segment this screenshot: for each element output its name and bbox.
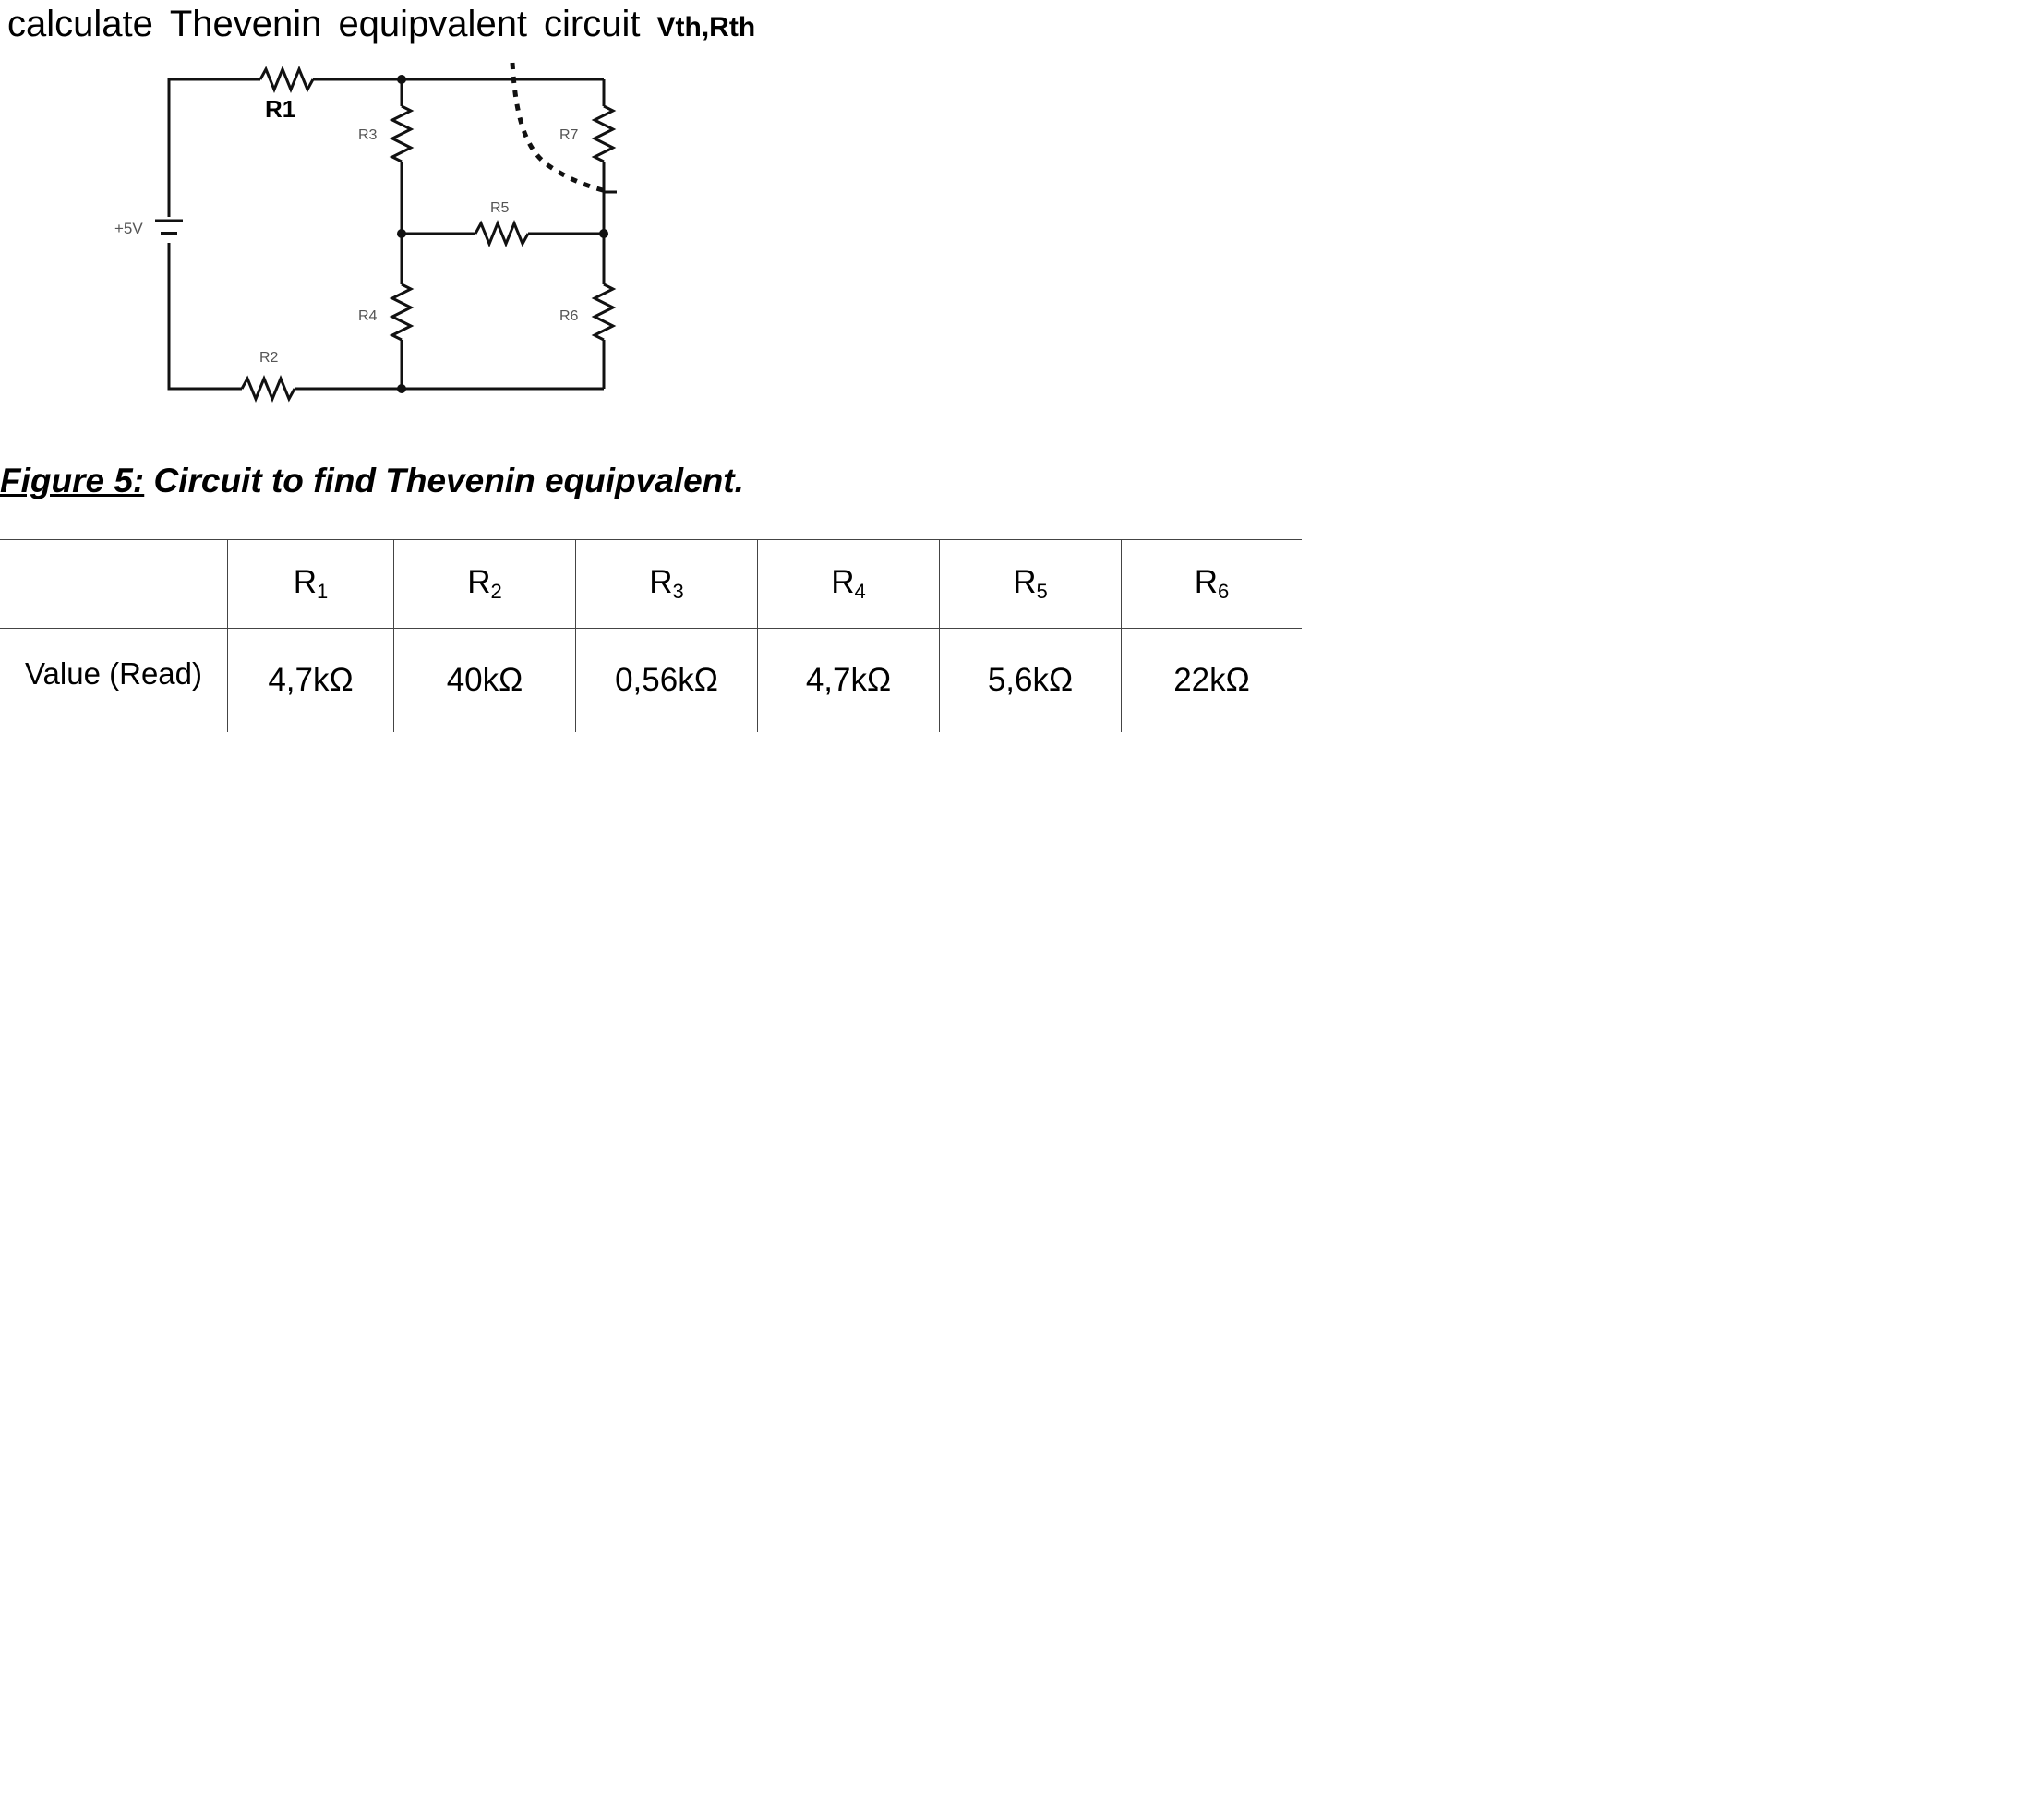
prompt-word: equipvalent [338, 4, 528, 44]
label-r2: R2 [259, 350, 279, 366]
resistor-values-table [0, 539, 1302, 732]
label-r7: R7 [559, 127, 579, 143]
figure-caption [0, 462, 744, 500]
prompt-word: circuit [544, 4, 641, 44]
table-row [0, 629, 1302, 733]
column-header: $R_5$ [940, 540, 1122, 629]
resistor-r2 [242, 379, 295, 399]
resistor-r1 [260, 69, 313, 90]
resistor-r7 [595, 106, 613, 162]
label-r6: R6 [559, 308, 579, 324]
node-bottom-middle [397, 384, 406, 393]
figure-caption-text: Circuit to find Thevenin equipvalent. [144, 462, 744, 499]
problem-statement [7, 2, 755, 50]
column-header: $R_4$ [758, 540, 940, 629]
resistor-r6 [595, 284, 613, 340]
circuit-diagram [0, 51, 665, 420]
table-cell: 22kΩ [1122, 629, 1303, 733]
prompt-variables: Vth,Rth [656, 12, 756, 42]
table-cell: 5,6kΩ [940, 629, 1122, 733]
node-center-left [397, 229, 406, 238]
label-r1: R1 [265, 95, 296, 123]
column-header: $R_3$ [576, 540, 758, 629]
battery-symbol [153, 217, 186, 243]
source-label: +5V [114, 220, 143, 237]
row-label: Value (Read) [25, 656, 202, 691]
resistor-r4 [392, 284, 411, 340]
figure-number: Figure 5: [0, 462, 145, 499]
table-cell: 4,7kΩ [758, 629, 940, 733]
node-top-middle [397, 75, 406, 84]
node-center-right [599, 229, 608, 238]
column-header: $R_2$ [394, 540, 576, 629]
resistor-r3 [392, 106, 411, 162]
wire-bottom-left [169, 312, 242, 389]
label-r5: R5 [490, 200, 510, 216]
label-r3: R3 [358, 127, 378, 143]
table-cell: 0,56kΩ [576, 629, 758, 733]
label-r4: R4 [358, 308, 378, 324]
column-header: $R_1$ [228, 540, 394, 629]
table-cell: 4,7kΩ [228, 629, 394, 733]
table-corner-cell [0, 540, 228, 629]
table-cell: 40kΩ [394, 629, 576, 733]
column-header: $R_6$ [1122, 540, 1303, 629]
prompt-word: calculate [7, 4, 153, 44]
table-header-row [0, 540, 1302, 629]
resistor-r5 [475, 223, 528, 244]
prompt-word: Thevenin [169, 4, 322, 44]
